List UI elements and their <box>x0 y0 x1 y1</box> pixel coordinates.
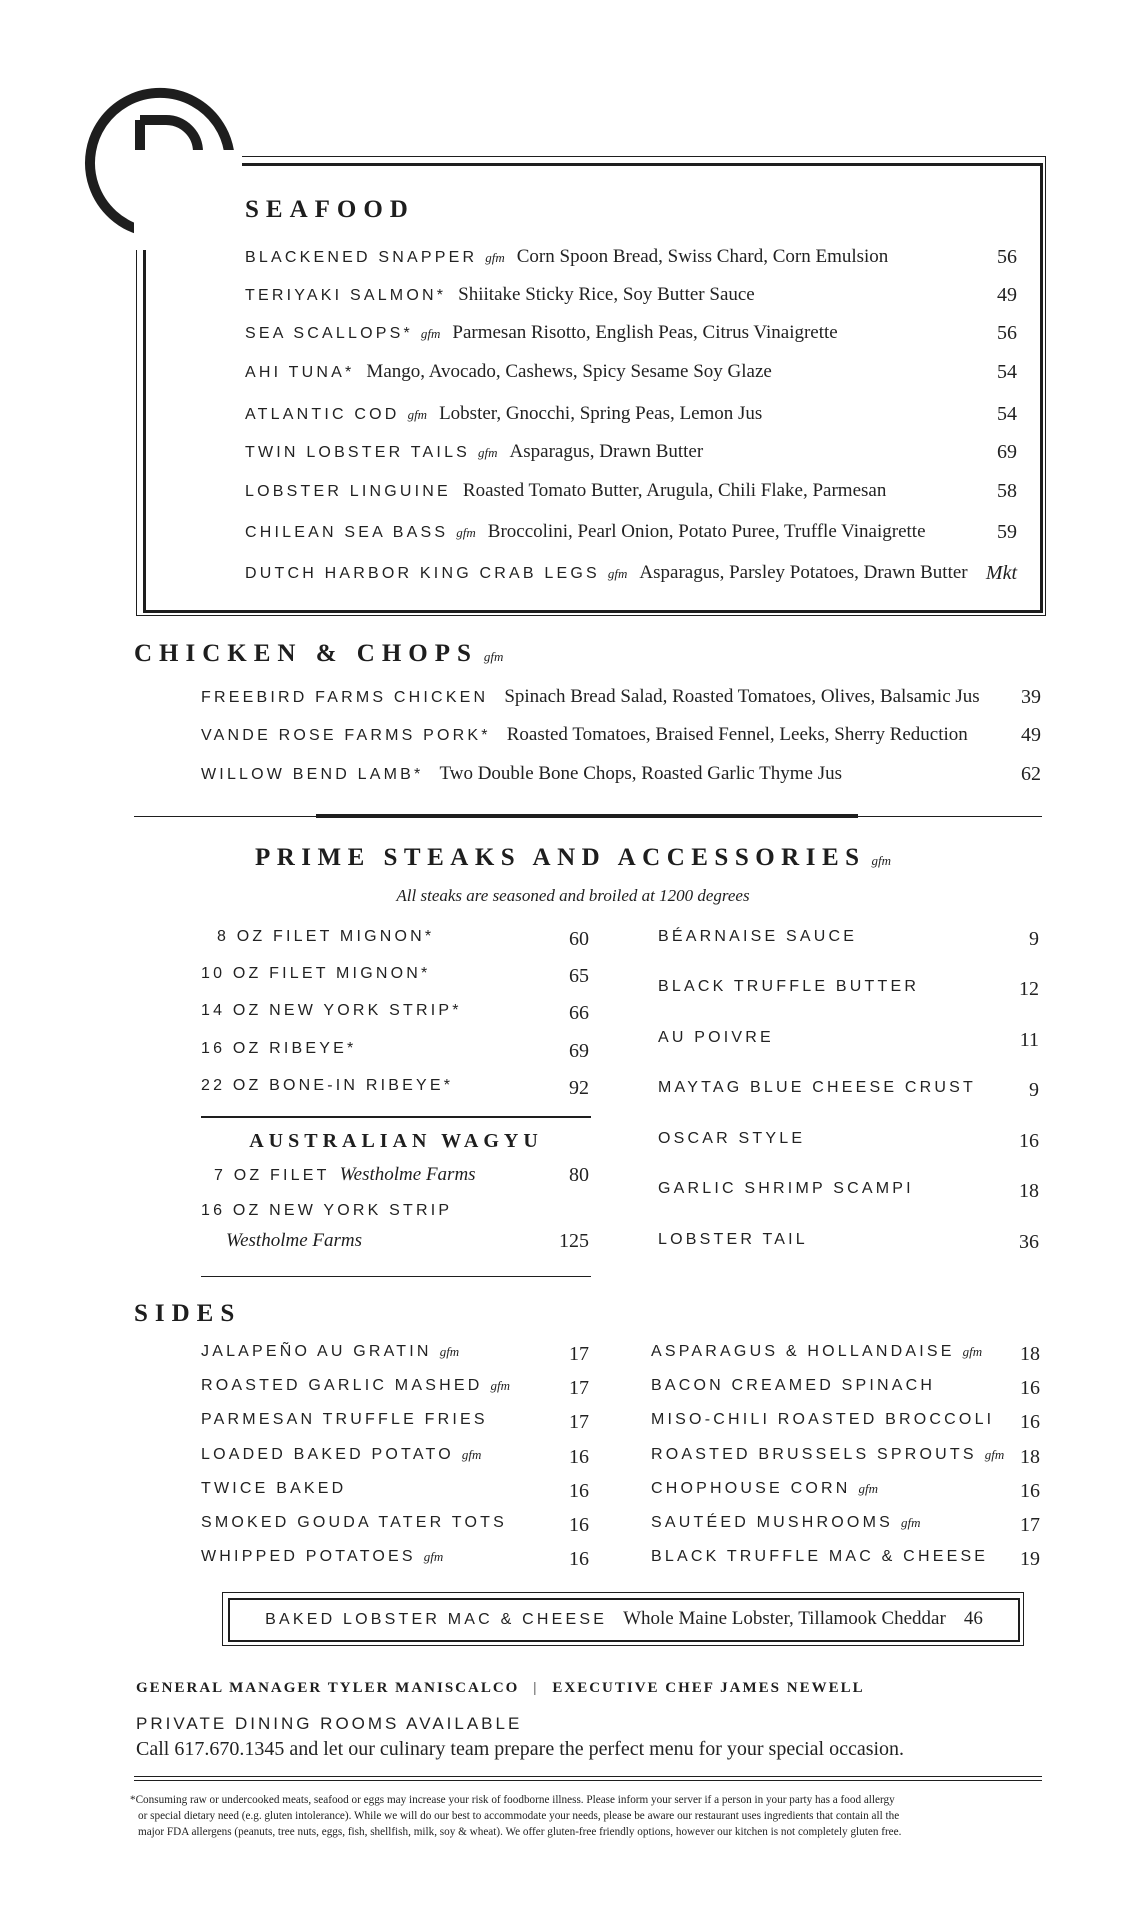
seafood-item-price: 58 <box>997 480 1017 502</box>
private-dining-title: PRIVATE DINING ROOMS AVAILABLE <box>136 1714 523 1733</box>
side-item-name: TWICE BAKED <box>201 1480 347 1497</box>
seafood-item-price: 56 <box>997 246 1017 268</box>
steak-cut-item <box>201 1040 589 1062</box>
seafood-item-desc: Shiitake Sticky Rice, Soy Butter Sauce <box>458 284 755 305</box>
side-item <box>201 1480 589 1502</box>
side-item-name: ASPARAGUS & HOLLANDAISE <box>651 1343 955 1360</box>
side-item <box>201 1377 589 1399</box>
seafood-item <box>245 562 1017 584</box>
side-item-name: LOADED BAKED POTATO <box>201 1446 454 1463</box>
seafood-item-name: LOBSTER LINGUINE <box>245 483 451 500</box>
feature-price: 46 <box>963 1608 983 1629</box>
feature-desc: Whole Maine Lobster, Tillamook Cheddar <box>623 1608 946 1629</box>
wagyu-item-farm: Westholme Farms <box>226 1230 362 1251</box>
seafood-item-desc: Mango, Avocado, Cashews, Spicy Sesame Soy Glaze <box>366 361 772 382</box>
chicken-item-desc: Roasted Tomatoes, Braised Fennel, Leeks, Sherry Reduction <box>506 724 968 745</box>
footer-rule-bottom <box>134 1780 1042 1781</box>
seafood-frame-gap <box>134 150 242 250</box>
sides-title: SIDES <box>134 1300 242 1327</box>
side-item-name: BLACK TRUFFLE MAC & CHEESE <box>651 1548 989 1565</box>
side-item-price: 16 <box>1020 1411 1040 1433</box>
private-dining-text: Call 617.670.1345 and let our culinary team prepare the perfect menu for your special occasion. <box>136 1738 905 1760</box>
seafood-item-name: DUTCH HARBOR KING CRAB LEGS <box>245 565 600 582</box>
accessory-price: 9 <box>1029 1079 1039 1101</box>
accessory-price: 36 <box>1019 1231 1039 1253</box>
accessory-price: 11 <box>1019 1029 1039 1051</box>
chicken-title: CHICKEN & CHOPS <box>134 640 478 667</box>
steak-cut-price: 65 <box>569 965 589 987</box>
side-item-name: JALAPEÑO AU GRATIN <box>201 1343 432 1360</box>
chicken-item-price: 39 <box>1021 686 1041 708</box>
gfm-mark: gfm <box>490 1378 510 1393</box>
footer-rule-top <box>134 1776 1042 1777</box>
side-item <box>651 1514 1040 1536</box>
side-item-price: 16 <box>569 1446 589 1468</box>
side-item-price: 17 <box>569 1377 589 1399</box>
chicken-item-price: 49 <box>1021 724 1041 746</box>
accessory-price: 18 <box>1019 1180 1039 1202</box>
gfm-mark: gfm <box>485 250 505 265</box>
gfm-mark: gfm <box>607 566 628 581</box>
side-item-name: WHIPPED POTATOES <box>201 1548 416 1565</box>
seafood-item-name: BLACKENED SNAPPER <box>245 249 478 266</box>
chicken-item <box>201 686 1041 708</box>
seafood-item <box>245 361 1017 383</box>
seafood-item-desc: Broccolini, Pearl Onion, Potato Puree, Truffle Vinaigrette <box>487 521 926 542</box>
chicken-item-name: VANDE ROSE FARMS PORK* <box>201 727 491 744</box>
seafood-item-price: 59 <box>997 521 1017 543</box>
accessory-item <box>658 978 1039 1000</box>
wagyu-title: AUSTRALIAN WAGYU <box>249 1130 543 1152</box>
seafood-frame-inner <box>143 163 1043 613</box>
steak-cut-price: 69 <box>569 1040 589 1062</box>
seafood-item-price: 49 <box>997 284 1017 306</box>
steak-cut-item <box>217 928 589 950</box>
seafood-item <box>245 246 1017 268</box>
wagyu-item <box>226 1230 589 1252</box>
gfm-mark: gfm <box>900 1515 921 1530</box>
gfm-mark: gfm <box>420 326 441 341</box>
side-item-price: 16 <box>569 1480 589 1502</box>
side-item-name: SMOKED GOUDA TATER TOTS <box>201 1514 507 1531</box>
chicken-item-desc: Two Double Bone Chops, Roasted Garlic Thyme Jus <box>439 763 842 784</box>
gfm-mark: gfm <box>407 407 428 422</box>
steaks-subtitle: All steaks are seasoned and broiled at 1200 degrees <box>396 886 750 905</box>
chicken-item-name: WILLOW BEND LAMB* <box>201 766 424 783</box>
seafood-item-desc: Asparagus, Drawn Butter <box>509 441 704 462</box>
side-item-price: 17 <box>1020 1514 1040 1536</box>
gfm-mark: gfm <box>858 1481 878 1496</box>
seafood-item <box>245 480 1017 502</box>
side-item <box>651 1377 1040 1399</box>
steak-cut-name: 8 OZ FILET MIGNON* <box>217 928 435 945</box>
side-item-price: 18 <box>1020 1343 1040 1365</box>
side-item-name: BACON CREAMED SPINACH <box>651 1377 936 1394</box>
allergen-disclaimer <box>130 1792 1050 1840</box>
seafood-item-price: 56 <box>997 322 1017 344</box>
wagyu-item-price: 80 <box>569 1164 589 1186</box>
side-item <box>651 1548 1040 1570</box>
seafood-item-name: TERIYAKI SALMON* <box>245 287 447 304</box>
seafood-item-price: 69 <box>997 441 1017 463</box>
accessory-name: GARLIC SHRIMP SCAMPI <box>658 1180 914 1197</box>
seafood-item-name: AHI TUNA* <box>245 364 355 381</box>
side-item-price: 18 <box>1020 1446 1040 1468</box>
wagyu-item-name: 16 OZ NEW YORK STRIP <box>201 1202 453 1219</box>
executive-chef: EXECUTIVE CHEF JAMES NEWELL <box>552 1680 865 1696</box>
accessory-price: 9 <box>1029 928 1039 950</box>
side-item-name: MISO-CHILI ROASTED BROCCOLI <box>651 1411 995 1428</box>
steak-cut-name: 22 OZ BONE-IN RIBEYE* <box>201 1077 454 1094</box>
side-item <box>651 1411 1040 1433</box>
chicken-item <box>201 763 1041 785</box>
chicken-item-desc: Spinach Bread Salad, Roasted Tomatoes, Olives, Balsamic Jus <box>504 686 980 707</box>
side-item-name: ROASTED BRUSSELS SPROUTS <box>651 1446 977 1463</box>
seafood-item <box>245 403 1017 425</box>
seafood-item <box>245 441 1017 463</box>
accessory-name: LOBSTER TAIL <box>658 1231 808 1248</box>
steaks-heading <box>0 844 1146 872</box>
chicken-item-price: 62 <box>1021 763 1041 785</box>
wagyu-item-farm: Westholme Farms <box>339 1164 476 1185</box>
accessory-item <box>658 1029 1039 1051</box>
accessory-name: MAYTAG BLUE CHEESE CRUST <box>658 1079 977 1096</box>
seafood-item-price: 54 <box>997 403 1017 425</box>
wagyu-divider-bottom <box>201 1276 591 1277</box>
seafood-item <box>245 322 1017 344</box>
accessory-item <box>658 1180 1039 1202</box>
steak-cut-price: 92 <box>569 1077 589 1099</box>
side-item-name: ROASTED GARLIC MASHED <box>201 1377 483 1394</box>
accessory-name: AU POIVRE <box>658 1029 774 1046</box>
chicken-gfm: gfm <box>483 649 504 664</box>
wagyu-item <box>214 1164 589 1186</box>
side-item <box>651 1446 1040 1468</box>
seafood-item-desc: Asparagus, Parsley Potatoes, Drawn Butter <box>639 562 968 583</box>
side-item-price: 16 <box>1020 1377 1040 1399</box>
side-item <box>201 1446 589 1468</box>
gfm-mark: gfm <box>984 1447 1005 1462</box>
steaks-title: PRIME STEAKS AND ACCESSORIES <box>254 844 866 871</box>
gfm-mark: gfm <box>962 1344 983 1359</box>
side-item <box>201 1411 589 1433</box>
seafood-item-desc: Lobster, Gnocchi, Spring Peas, Lemon Jus <box>439 403 763 424</box>
seafood-item <box>245 284 1017 306</box>
steak-cut-price: 66 <box>569 1002 589 1024</box>
accessory-price: 16 <box>1019 1130 1039 1152</box>
disclaimer-line-3: major FDA allergens (peanuts, tree nuts, eggs, fish, shellfish, milk, soy & wheat). We offer gluten-free friendly options, however our kitchen is not completely gluten free. <box>138 1826 902 1838</box>
side-item <box>201 1548 589 1570</box>
gfm-mark: gfm <box>478 445 498 460</box>
staff-line <box>136 1680 865 1697</box>
steak-cut-item <box>201 965 589 987</box>
side-item-name: CHOPHOUSE CORN <box>651 1480 851 1497</box>
side-item-price: 16 <box>569 1514 589 1536</box>
seafood-item-name: SEA SCALLOPS* <box>245 325 413 342</box>
seafood-item-name: CHILEAN SEA BASS <box>245 524 449 541</box>
seafood-item-price: 54 <box>997 361 1017 383</box>
accessory-name: BLACK TRUFFLE BUTTER <box>658 978 920 995</box>
seafood-item-name: ATLANTIC COD <box>245 406 400 423</box>
wagyu-item-price: 125 <box>559 1230 589 1252</box>
accessory-name: BÉARNAISE SAUCE <box>658 928 858 945</box>
feature-name: BAKED LOBSTER MAC & CHEESE <box>265 1611 608 1628</box>
steak-cut-item <box>201 1002 589 1024</box>
wagyu-divider-top <box>201 1116 591 1118</box>
seafood-item-desc: Parmesan Risotto, English Peas, Citrus Vinaigrette <box>452 322 838 343</box>
gfm-mark: gfm <box>461 1447 482 1462</box>
gfm-mark: gfm <box>439 1344 460 1359</box>
side-item <box>201 1343 589 1365</box>
seafood-item-price: Mkt <box>985 562 1017 584</box>
accessory-item <box>658 928 1039 950</box>
steak-cut-name: 16 OZ RIBEYE* <box>201 1040 357 1057</box>
staff-separator: | <box>533 1680 539 1696</box>
side-item-price: 17 <box>569 1411 589 1433</box>
steak-cut-item <box>201 1077 589 1099</box>
chicken-heading <box>134 640 503 668</box>
side-item-price: 16 <box>569 1548 589 1570</box>
side-item <box>651 1480 1040 1502</box>
accessory-item <box>658 1130 1039 1152</box>
steaks-gfm: gfm <box>871 853 892 868</box>
accessory-item <box>658 1079 1039 1101</box>
gfm-mark: gfm <box>423 1549 444 1564</box>
steak-cut-price: 60 <box>569 928 589 950</box>
general-manager: GENERAL MANAGER TYLER MANISCALCO <box>136 1680 520 1696</box>
wagyu-item-name: 7 OZ FILET <box>214 1167 330 1184</box>
seafood-item-desc: Roasted Tomato Butter, Arugula, Chili Flake, Parmesan <box>462 480 887 501</box>
disclaimer-line-2: or special dietary need (e.g. gluten intolerance). While we will do our best to accommodate your needs, please be aware our restaurant uses ingredients that contain all the <box>138 1810 900 1822</box>
side-item-price: 19 <box>1020 1548 1040 1570</box>
side-item-price: 17 <box>569 1343 589 1365</box>
chicken-divider-thick <box>316 814 858 818</box>
disclaimer-line-1: *Consuming raw or undercooked meats, seafood or eggs may increase your risk of foodborne illness. Please inform your server if a person in your party has a food allergy <box>130 1794 895 1806</box>
seafood-item <box>245 521 1017 543</box>
side-item <box>201 1514 589 1536</box>
accessory-price: 12 <box>1019 978 1039 1000</box>
steak-cut-name: 14 OZ NEW YORK STRIP* <box>201 1002 462 1019</box>
seafood-item-name: TWIN LOBSTER TAILS <box>245 444 471 461</box>
side-item <box>651 1343 1040 1365</box>
side-item-name: PARMESAN TRUFFLE FRIES <box>201 1411 488 1428</box>
seafood-item-desc: Corn Spoon Bread, Swiss Chard, Corn Emulsion <box>516 246 889 267</box>
seafood-title: SEAFOOD <box>245 196 415 223</box>
accessory-item <box>658 1231 1039 1253</box>
steak-cut-name: 10 OZ FILET MIGNON* <box>201 965 431 982</box>
gfm-mark: gfm <box>456 525 476 540</box>
side-item-price: 16 <box>1020 1480 1040 1502</box>
side-item-name: SAUTÉED MUSHROOMS <box>651 1514 893 1531</box>
chicken-item <box>201 724 1041 746</box>
accessory-name: OSCAR STYLE <box>658 1130 806 1147</box>
chicken-item-name: FREEBIRD FARMS CHICKEN <box>201 689 489 706</box>
feature-item <box>228 1608 1020 1630</box>
